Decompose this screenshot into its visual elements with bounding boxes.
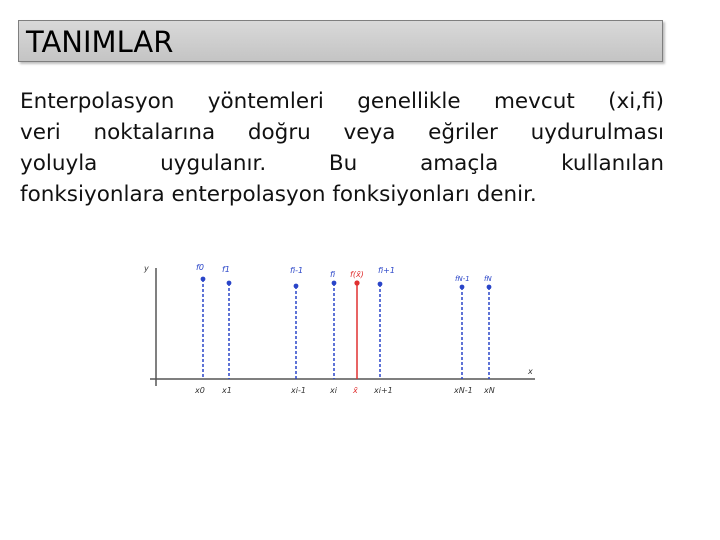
point-fN-1 [460, 285, 465, 290]
y-axis-label: y [144, 264, 149, 273]
label-f1: f1 [222, 265, 230, 274]
label-fi+1: fi+1 [378, 266, 395, 275]
point-f1 [227, 281, 232, 286]
label-f0: f0 [196, 263, 204, 272]
top-labels [196, 263, 492, 283]
data-points [201, 277, 492, 290]
label-x0: x0 [195, 386, 205, 395]
label-fi: fi [330, 270, 336, 279]
point-fi-1 [294, 284, 299, 289]
label-xN-1: xN-1 [454, 386, 473, 395]
label-fN-1: fN-1 [455, 275, 470, 283]
label-xi-1: xi-1 [291, 386, 306, 395]
bottom-labels [194, 386, 495, 395]
point-interpolated [354, 280, 359, 285]
label-xbar: x̄ [353, 386, 358, 395]
paragraph-line-3: yoluyla uygulanır. Bu amaçla kullanılan [20, 151, 664, 176]
paragraph-line-1: Enterpolasyon yöntemleri genellikle mevcut (xi,fi) [20, 89, 664, 114]
data-stems [203, 279, 489, 379]
label-xi+1: xi+1 [374, 386, 393, 395]
slide-title: TANIMLAR [26, 25, 174, 59]
label-fN: fN [484, 275, 492, 283]
point-f0 [201, 277, 206, 282]
point-fi [332, 281, 337, 286]
label-xN: xN [484, 386, 495, 395]
label-x1: x1 [222, 386, 232, 395]
label-f-xbar: f(x̄) [350, 270, 364, 279]
paragraph-line-2: veri noktalarına doğru veya eğriler uydurulması [20, 120, 664, 145]
label-xi: xi [330, 386, 337, 395]
paragraph-line-4: fonksiyonlara enterpolasyon fonksiyonları denir. [20, 182, 537, 207]
point-fN [487, 285, 492, 290]
point-fi+1 [378, 282, 383, 287]
label-fi-1: fi-1 [290, 266, 304, 275]
x-axis-label: x [528, 367, 533, 376]
